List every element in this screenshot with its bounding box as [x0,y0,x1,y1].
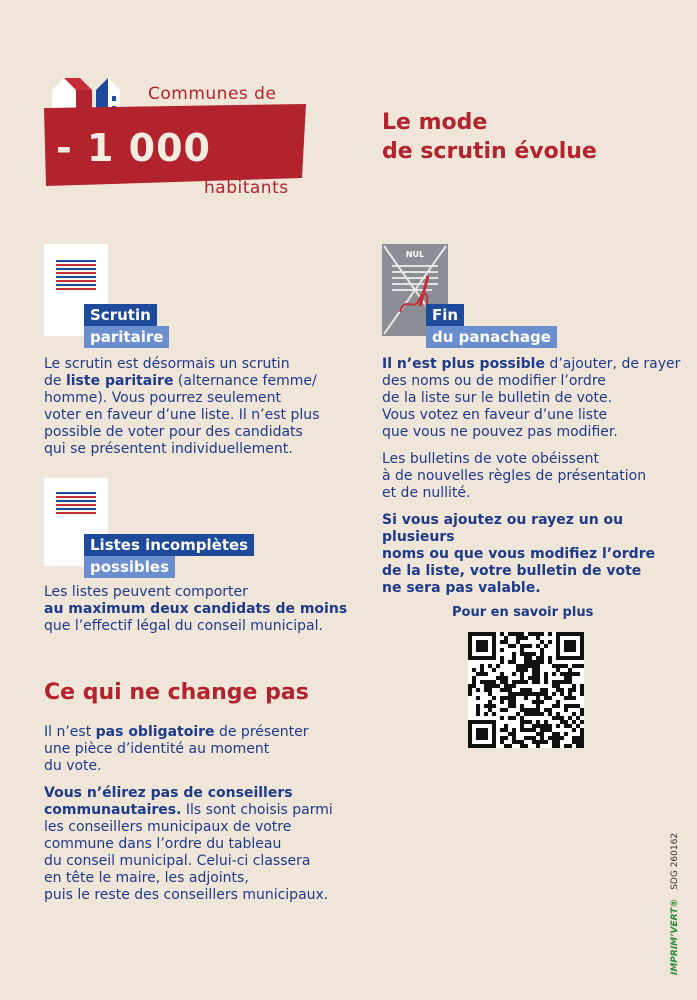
qr-code[interactable] [468,632,584,748]
scrutin-paritaire-text: Le scrutin est désormais un scrutin de liste paritaire (alternance femme/ homme). Vous pourrez seulement voter en faveur d’une liste. Il n’est plus possible de voter pour des candidats qui se présentent individuellement. [44,356,320,457]
imprim-vert-logo: IMPRIM’VERT® [670,898,680,975]
fin-panachage-tag: Fin du panachage [426,304,557,348]
more-info-label: Pour en savoir plus [452,605,594,620]
communes-de-label: Communes de [148,84,277,104]
print-credit [670,833,680,975]
listes-incompletes-tag: Listes incomplètes possibles [84,534,254,578]
unchanged-text: Il n’est pas obligatoire de présenter une pièce d’identité au moment du vote. Vous n’élirez pas de conseillers communautaires. Ils sont choisis parmi les conseillers municipaux de votre commune dans l’ordre du tableau du conseil municipal. Celui-ci classera en tête le maire, les adjoints, puis le reste des conseillers municipaux. [44,724,333,903]
scrutin-paritaire-tag: Scrutin paritaire [84,304,169,348]
nul-label: NUL [405,250,425,259]
sdg-code: SDG 260162 [670,832,680,890]
fin-panachage-text: Il n’est plus possible d’ajouter, de rayer des noms ou de modifier l’ordre de la liste sur le bulletin de vote. Vous votez en faveur d’une liste que vous ne pouvez pas modifier. Les bulletins de vote obéissent à de nouvelles règles de présentation et de nullité. Si vous ajoutez ou rayez un ou plusieurs noms ou que vous modifiez l’ordre de la liste, votre bulletin de vote ne sera pas valable. [382,356,681,596]
unchanged-heading: Ce qui ne change pas [44,680,309,705]
listes-incompletes-text: Les listes peuvent comporter au maximum deux candidats de moins que l’effectif légal du conseil municipal. [44,584,348,634]
population-figure: - 1 000 [56,126,211,170]
habitants-label: habitants [204,178,289,198]
page-title: Le mode de scrutin évolue [382,110,597,164]
